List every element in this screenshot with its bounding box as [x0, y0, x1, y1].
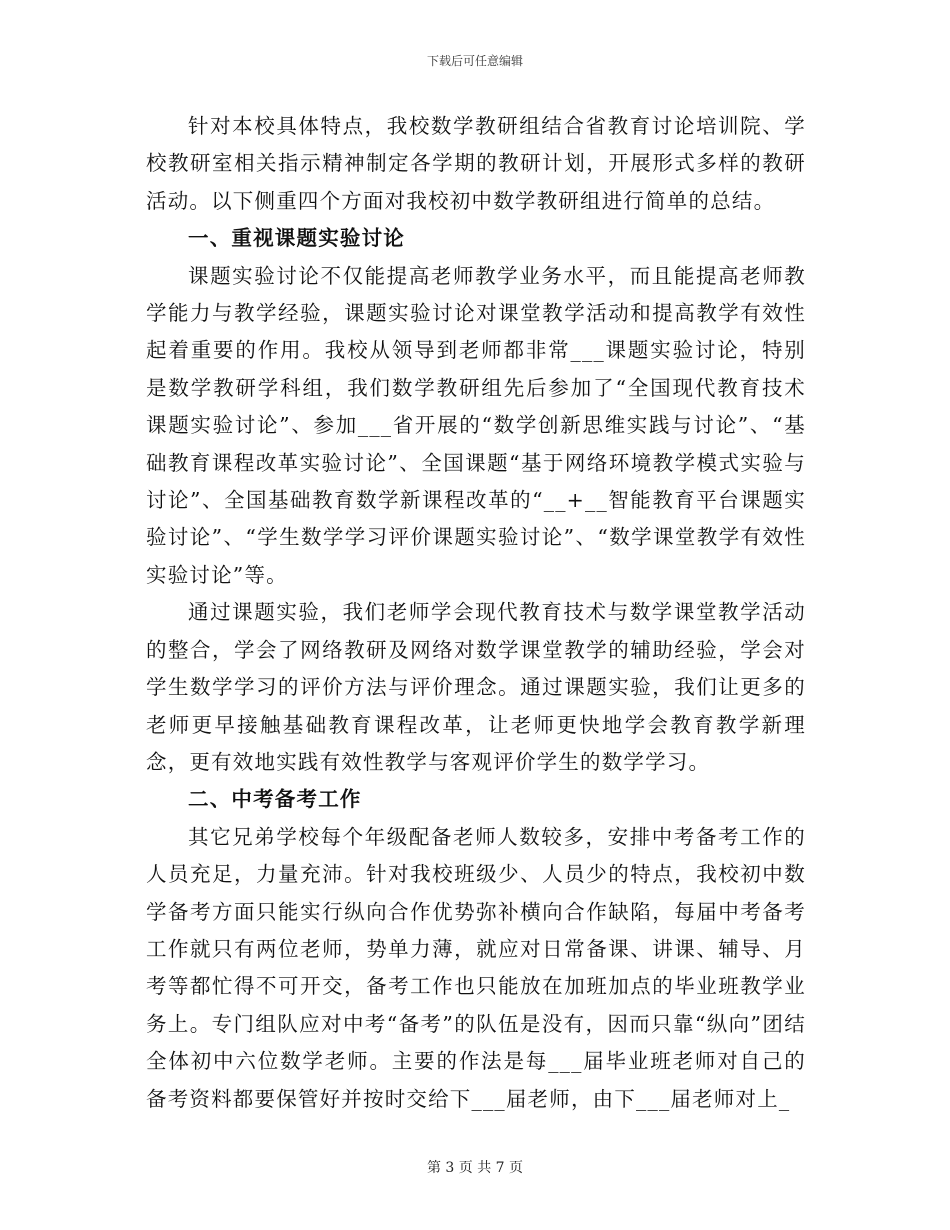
section-1-paragraph-1: 课题实验讨论不仅能提高老师教学业务水平，而且能提高老师教学能力与教学经验，课题实验讨论对课堂教学活动和提高教学有效性起着重要的作用。我校从领导到老师都非常___课题实验讨论，特别是数学教研学科组，我们数学教研组先后参加了“全国现代教育技术课题实验讨论”、参加___省开展的“数学创新思维实践与讨论”、“基础教育课程改革实验讨论”、全国课题“基于网络环境教学模式实验与讨论”、全国基础教育数学新课程改革的“__+__智能教育平台课题实验讨论”、“学生数学学习评价课题实验讨论”、“数学课堂教学有效性实验讨论”等。 [146, 263, 806, 587]
section-1-heading: 一、重视课题实验讨论 [188, 226, 405, 251]
section-2-paragraph-1: 其它兄弟学校每个年级配备老师人数较多，安排中考备考工作的人员充足，力量充沛。针对我校班级少、人员少的特点，我校初中数学备考方面只能实行纵向合作优势弥补横向合作缺陷，每届中考备考工作就只有两位老师，势单力薄，就应对日常备课、讲课、辅导、月考等都忙得不可开交，备考工作也只能放在加班加点的毕业班教学业务上。专门组队应对中考“备考”的队伍是没有，因而只靠“纵向”团结全体初中六位数学老师。主要的作法是每___届毕业班老师对自己的备考资料都要保管好并按时交给下___届老师，由下___届老师对上_ [146, 824, 806, 1111]
page-header: 下载后可任意编辑 [426, 54, 523, 68]
section-2-heading: 二、中考备考工作 [188, 787, 362, 812]
document-body [146, 108, 806, 1118]
section-1-paragraph-2: 通过课题实验，我们老师学会现代教育技术与数学课堂教学活动的整合，学会了网络教研及网络对数学课堂教学的辅助经验，学会对学生数学学习的评价方法与评价理念。通过课题实验，我们让更多的老师更早接触基础教育课程改革，让老师更快地学会教育教学新理念，更有效地实践有效性教学与客观评价学生的数学学习。 [146, 600, 806, 774]
intro-paragraph: 针对本校具体特点，我校数学教研组结合省教育讨论培训院、学校教研室相关指示精神制定各学期的教研计划，开展形式多样的教研活动。以下侧重四个方面对我校初中数学教研组进行简单的总结。 [146, 114, 806, 213]
page-number-footer: 第 3 页 共 7 页 [426, 1160, 524, 1176]
